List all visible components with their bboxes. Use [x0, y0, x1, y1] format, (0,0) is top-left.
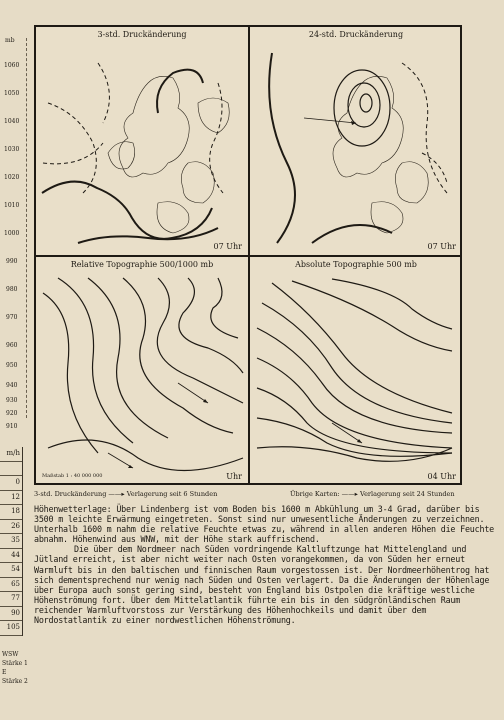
pressure-change-map [252, 43, 460, 251]
scale-label: 990 [6, 258, 18, 265]
report-paragraph: Höhenwetterlage: Über Lindenberg ist vom Boden bis 1600 m Abkühlung um 3-4 Grad, darüber bis 3500 m leichte Erwärmung eingetreten. Sonst sind nur unwesentliche Änderungen zu verzeichnen. Unterhalb 1600 m nahm die relative Feuchte etwas zu, während in allen anderen Höhen die Feuchte abnahm. Höhenwind aus WNW, mit der Höhe stark auffrischend. [34, 504, 495, 545]
scale-label: 960 [6, 342, 18, 349]
scale-label: 1010 [4, 202, 20, 209]
scale-label: 920 [6, 410, 18, 417]
map-3h-pressure-change [36, 27, 248, 255]
map-time: 04 Uhr [427, 472, 456, 481]
wind-table-cell: 105 [0, 621, 22, 636]
map-time: 07 Uhr [427, 242, 456, 251]
map-title: 3-std. Druckänderung [97, 30, 187, 39]
map-grid [34, 25, 462, 485]
map-title: Absolute Topographie 500 mb [295, 260, 417, 269]
caption-right: Übrige Karten: ——▸ Verlagerung seit 24 Stunden [290, 490, 455, 498]
wind-table [0, 447, 23, 636]
map-absolute-topography [250, 257, 462, 485]
wind-table-cell: 44 [0, 549, 22, 564]
scale-label: 950 [6, 362, 18, 369]
map-relative-topography [36, 257, 248, 485]
wind-table-cell: 77 [0, 592, 22, 607]
scale-label: 1030 [4, 146, 20, 153]
map-title: 24-std. Druckänderung [308, 30, 404, 39]
wind-table-cell: 65 [0, 578, 22, 593]
legend-e: E [2, 669, 7, 676]
scale-label: 980 [6, 286, 18, 293]
wind-table-cell: 26 [0, 520, 22, 535]
wind-table-cell: 0 [0, 476, 22, 491]
scale-label: 1050 [4, 90, 20, 97]
wind-table-cell: 18 [0, 505, 22, 520]
scale-label: 970 [6, 314, 18, 321]
wind-table-cell [0, 462, 22, 477]
scale-label: 930 [6, 397, 18, 404]
wind-table-cell: 35 [0, 534, 22, 549]
scale-label: 940 [6, 382, 18, 389]
scale-label: 1020 [4, 174, 20, 181]
wind-table-header: m/h [0, 447, 22, 462]
legend-strength-1: Stärke 1 [2, 660, 28, 667]
scale-unit: mb [5, 37, 15, 44]
topography-map [252, 273, 460, 481]
left-margin [0, 0, 30, 720]
map-title: Relative Topographie 500/1000 mb [70, 260, 214, 269]
scale-line [26, 38, 27, 418]
map-scale: Maßstab 1 : 40 000 000 [42, 473, 103, 479]
map-time: 07 Uhr [213, 242, 242, 251]
scale-label: 1040 [4, 118, 20, 125]
pressure-change-map [38, 43, 246, 251]
legend-wsw: WSW [2, 651, 19, 658]
report-paragraph: Die über dem Nordmeer nach Süden vordringende Kaltluftzunge hat Mittelengland und Jütland erreicht, ist aber nicht weiter nach Osten vorangekommen, da von Süden her erneut Warmluft bis in den baltischen und finnischen Raum vorgestossen ist. Der Nordmeerhöhentrog hat sich dementsprechend nur wenig nach Süden und Osten verlagert. Da die Änderungen der Höhenlage über Europa auch sonst gering sind, besteht von England bis Ostpolen die kräftige westliche Höhenströmung fort. Über dem Mittelatlantik führte ein bis in den südgrönländischen Raum reichender Warmluftvorstoss zur Verstärkung des Höhenhochkeils und damit über dem Nordostatlantik zu einer nordwestlichen Höhenströmung. [34, 544, 490, 626]
wind-table-cell: 12 [0, 491, 22, 506]
legend-strength-2: Stärke 2 [2, 678, 28, 685]
weather-report [34, 504, 496, 625]
scale-label: 910 [6, 423, 18, 430]
wind-table-cell: 54 [0, 563, 22, 578]
wind-table-cell: 90 [0, 607, 22, 622]
map-24h-pressure-change [250, 27, 462, 255]
scale-label: 1000 [4, 230, 20, 237]
caption-left: 3-std. Druckänderung ——▸ Verlagerung seit 6 Stunden [34, 490, 218, 498]
scale-label: 1060 [4, 62, 20, 69]
map-time: Uhr [226, 472, 242, 481]
topography-map [38, 273, 246, 481]
